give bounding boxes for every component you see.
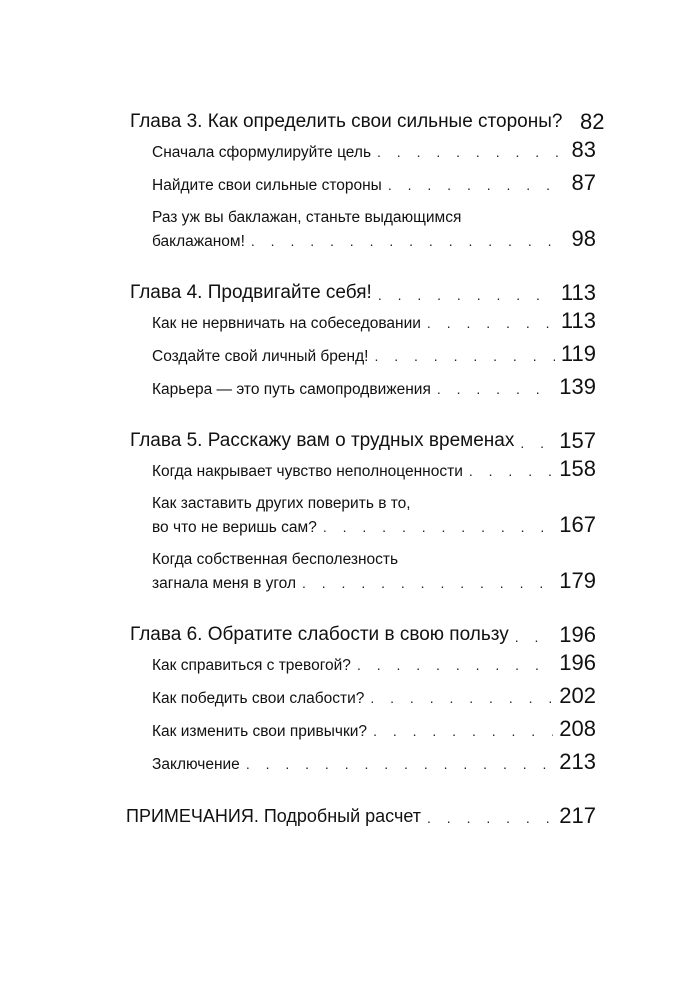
section-title: Как изменить свои привычки? xyxy=(152,723,368,740)
toc-section[interactable] xyxy=(130,308,596,333)
section-title: Создайте свой личный бренд! xyxy=(152,348,369,365)
page-number: 87 xyxy=(571,170,596,195)
dot-leader xyxy=(515,628,554,647)
toc-section[interactable] xyxy=(130,749,596,774)
chapter-title: Глава 4. Продвигайте себя! xyxy=(130,282,372,303)
chapter-title: Глава 3. Как определить свои сильные стороны? xyxy=(130,111,563,132)
page-number: 208 xyxy=(559,716,596,741)
toc-notes[interactable] xyxy=(126,804,596,828)
chapter-title: Глава 6. Обратите слабости в свою пользу xyxy=(130,624,509,645)
notes-caps: ПРИМЕЧАНИЯ. xyxy=(126,806,259,826)
chapter-title: Глава 5. Расскажу вам о трудных временах xyxy=(130,430,515,451)
section-title-line: Как заставить других поверить в то, xyxy=(152,495,411,512)
page-number: 217 xyxy=(559,803,596,828)
toc-chapter-group xyxy=(130,281,596,399)
dot-leader xyxy=(378,286,555,305)
dot-leader xyxy=(302,574,553,593)
section-title-line: во что не веришь сам? xyxy=(152,519,317,536)
table-of-contents xyxy=(126,109,605,836)
dot-leader xyxy=(388,176,560,195)
section-title-line: баклажаном! xyxy=(152,233,245,250)
toc-section[interactable] xyxy=(130,170,596,195)
section-title: Когда накрывает чувство неполноценности xyxy=(152,463,463,480)
section-title-line: Когда собственная бесполезность xyxy=(152,551,399,568)
section-title: Найдите свои сильные стороны xyxy=(152,177,382,194)
toc-section[interactable] xyxy=(130,650,596,675)
section-title: Как не нервничать на собеседовании xyxy=(152,315,421,332)
notes-title xyxy=(126,804,421,828)
toc-section[interactable] xyxy=(130,208,596,251)
page-number: 158 xyxy=(559,456,596,481)
page-number: 179 xyxy=(559,568,596,593)
dot-leader xyxy=(246,755,553,774)
dot-leader xyxy=(520,434,553,453)
toc-chapter-group xyxy=(130,429,596,593)
section-title: Карьера — это путь самопродвижения xyxy=(152,381,431,398)
dot-leader xyxy=(427,314,555,333)
section-title: Как справиться с тревогой? xyxy=(152,657,351,674)
dot-leader xyxy=(427,809,553,828)
section-title: Как победить свои слабости? xyxy=(152,690,365,707)
page-number: 83 xyxy=(571,137,596,162)
notes-rest: Подробный расчет xyxy=(263,806,422,826)
toc-section[interactable] xyxy=(130,456,596,481)
dot-leader xyxy=(370,689,553,708)
page-number: 167 xyxy=(559,512,596,537)
dot-leader xyxy=(377,143,560,162)
page-number: 113 xyxy=(560,280,596,305)
dot-leader xyxy=(323,518,553,537)
toc-chapter-group xyxy=(130,623,596,774)
dot-leader xyxy=(374,347,554,366)
page-number: 119 xyxy=(560,341,596,366)
section-title-line: загнала меня в угол xyxy=(152,575,296,592)
page-number: 157 xyxy=(559,428,596,453)
toc-chapter[interactable] xyxy=(130,281,596,305)
dot-leader xyxy=(469,462,553,481)
dot-leader xyxy=(251,232,560,251)
toc-chapter[interactable] xyxy=(130,623,596,647)
page-number: 196 xyxy=(559,622,596,647)
toc-section[interactable] xyxy=(130,374,596,399)
toc-section[interactable] xyxy=(130,494,596,537)
page-number: 139 xyxy=(559,374,596,399)
page-number: 113 xyxy=(560,308,596,333)
dot-leader xyxy=(373,722,553,741)
page-number: 196 xyxy=(559,650,596,675)
page-number: 98 xyxy=(571,226,596,251)
page-number: 202 xyxy=(559,683,596,708)
page-number: 82 xyxy=(579,109,605,134)
toc-section[interactable] xyxy=(130,683,596,708)
toc-section[interactable] xyxy=(130,341,596,366)
section-title: Заключение xyxy=(152,756,240,773)
toc-chapter[interactable] xyxy=(130,109,605,134)
dot-leader xyxy=(357,656,553,675)
section-title-line: Раз уж вы баклажан, станьте выдающимся xyxy=(152,209,462,226)
toc-section[interactable] xyxy=(130,716,596,741)
section-title: Сначала сформулируйте цель xyxy=(152,144,372,161)
toc-section[interactable] xyxy=(130,137,596,162)
toc-section[interactable] xyxy=(130,550,596,593)
toc-chapter[interactable] xyxy=(130,429,596,453)
toc-chapter-group xyxy=(130,109,605,251)
dot-leader xyxy=(437,380,553,399)
page-number: 213 xyxy=(559,749,596,774)
